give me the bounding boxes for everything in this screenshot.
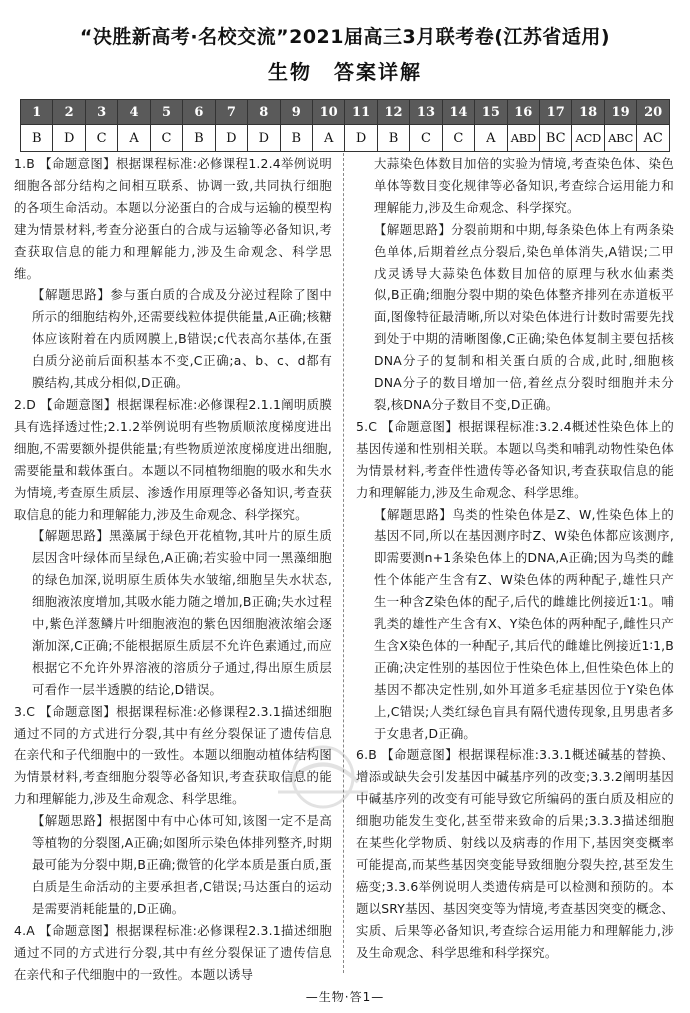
answer-table-number-row (21, 100, 670, 125)
subject-label: 生物 (268, 60, 312, 84)
answer-cell: A (475, 125, 507, 152)
question-intent-paragraph: 3.C 【命题意图】根据课程标准:必修课程2.3.1描述细胞通过不同的方式进行分裂,其中有丝分裂保证了遗传信息在亲代和子代细胞中的一致性。本题以细胞动植体结构图为情景材料,考查细胞分裂等必备知识,考查获取信息的能力和理解能力,涉及生命观念、科学思维。 (14, 703, 332, 807)
question-number-cell: 15 (475, 100, 507, 125)
question-number-cell: 12 (377, 100, 409, 125)
right-column (356, 153, 674, 964)
question-number-cell: 17 (540, 100, 572, 125)
answer-cell: ABD (507, 125, 539, 152)
answer-cell: B (377, 125, 409, 152)
solution-paragraph: 【解题思路】参与蛋白质的合成及分泌过程除了图中所示的细胞结构外,还需要线粒体提供能量,A正确;核糖体应该附着在内质网膜上,B错误;c代表高尔基体,在蛋白质分泌前后面积基本不变,C正确;a、b、c、d都有膜结构,其成分相似,D正确。 (32, 287, 332, 391)
question-number-cell: 10 (312, 100, 344, 125)
solution-paragraph: 【解题思路】黑藻属于绿色开花植物,其叶片的原生质层因含叶绿体而呈绿色,A正确;若实验中同一黑藻细胞的绿色加深,说明原生质体失水皱缩,细胞呈失水状态,细胞液浓度增加,其吸水能力随之增加,B正确;失水过程中,紫色洋葱鳞片叶细胞液泡的紫色因细胞液浓缩会逐渐加深,C正确;不能根据原生质层不允许色素通过,而应根据它不允许外界溶液的溶质分子通过,得出原生质层可看作一层半透膜的结论,D错误。 (32, 528, 332, 697)
question-number-cell: 7 (215, 100, 247, 125)
question-intent-paragraph: 4.A 【命题意图】根据课程标准:必修课程2.3.1描述细胞通过不同的方式进行分裂,其中有丝分裂保证了遗传信息在亲代和子代细胞中的一致性。本题以诱导 (14, 922, 332, 982)
question-number-cell: 8 (248, 100, 280, 125)
question-number-cell: 11 (345, 100, 377, 125)
page-title: “决胜新高考·名校交流”2021届高三3月联考卷(江苏省适用) (79, 26, 611, 48)
answer-cell: B (183, 125, 215, 152)
answer-cell: D (53, 125, 85, 152)
answer-cell: A (118, 125, 150, 152)
question-intent-paragraph: 1.B 【命题意图】根据课程标准:必修课程1.2.4举例说明细胞各部分结构之间相互联系、协调一致,共同执行细胞的各项生命活动。本题以分泌蛋白的合成与运输的模型构建为情景材料,考查分泌蛋白的合成与运输等必备知识,考查获取信息的能力和理解能力,涉及生命观念、科学思维。 (14, 156, 332, 281)
solution-paragraph: 【解题思路】根据图中有中心体可知,该图一定不是高等植物的分裂图,A正确;如图所示染色体排列整齐,时期最可能为分裂中期,B正确;微管的化学本质是蛋白质,蛋白质是生命活动的主要承担者,C错误;马达蛋白的运动是需要消耗能量的,D正确。 (32, 813, 332, 916)
question-number-cell: 3 (85, 100, 117, 125)
question-number-cell: 1 (21, 100, 53, 125)
question-intent-paragraph: 6.B 【命题意图】根据课程标准:3.3.1概述碱基的替换、增添或缺失会引发基因中碱基序列的改变;3.3.2阐明基因中碱基序列的改变有可能导致它所编码的蛋白质及相应的细胞功能发生变化,甚至带来致命的后果;3.3.3描述细胞在某些化学物质、射线以及病毒的作用下,基因突变概率可能提高,而某些基因突变能导致细胞分裂失控,甚至发生癌变;3.3.6举例说明人类遗传病是可以检测和预防的。本题以SRY基因、基因突变等为情境,考查基因突变的概念、实质、后果等必备知识,考查综合运用能力和理解能力,涉及生命观念、科学思维和科学探究。 (356, 747, 674, 960)
column-divider (343, 153, 344, 973)
answer-cell: D (215, 125, 247, 152)
answer-cell: B (21, 125, 53, 152)
answer-cell: ACD (572, 125, 604, 152)
question-number-cell: 4 (118, 100, 150, 125)
question-intent-paragraph: 5.C 【命题意图】根据课程标准:3.2.4概述性染色体上的基因传递和性别相关联。本题以鸟类和哺乳动物性染色体为情景材料,考查伴性遗传等必备知识,考查获取信息的能力和理解能力,涉及生命观念、科学思维。 (356, 418, 674, 500)
answer-cell: A (312, 125, 344, 152)
answer-cell: D (248, 125, 280, 152)
subtitle-rest: 答案详解 (334, 60, 422, 84)
answer-cell: AC (637, 125, 670, 152)
question-number-cell: 2 (53, 100, 85, 125)
answer-cell: C (410, 125, 442, 152)
question-number-cell: 19 (604, 100, 636, 125)
question-number-cell: 13 (410, 100, 442, 125)
solution-paragraph: 【解题思路】分裂前期和中期,每条染色体上有两条染色单体,后期着丝点分裂后,染色单体消失,A错误;二甲戊灵诱导大蒜染色体数目加倍的原理与秋水仙素类似,B正确;细胞分裂中期的染色体整齐排列在赤道板平面,图像特征最清晰,所以对染色体进行计数时需要先找到处于中期的清晰图像,C正确;染色体复制主要包括核DNA分子的复制和相关蛋白质的合成,此时,细胞核DNA分子的数目增加一倍,着丝点分裂时细胞并未分裂,核DNA分子数目不变,D正确。 (374, 221, 674, 412)
question-number-cell: 5 (150, 100, 182, 125)
answer-cell: ABC (604, 125, 636, 152)
answer-cell: D (345, 125, 377, 152)
question-number-cell: 14 (442, 100, 474, 125)
question-intent-paragraph: 2.D 【命题意图】根据课程标准:必修课程2.1.1阐明质膜具有选择透过性;2.1.2举例说明有些物质顺浓度梯度进出细胞,不需要额外提供能量;有些物质逆浓度梯度进出细胞,需要能量和载体蛋白。本题以不同植物细胞的吸水和失水为情境,考查原生质层、渗透作用原理等必备知识,考查获取信息的能力和理解能力,涉及生命观念、科学探究。 (14, 396, 332, 522)
question-number-cell: 18 (572, 100, 604, 125)
left-column (14, 153, 332, 985)
page-footer: —生物·答1— (305, 990, 385, 1004)
answer-cell: C (150, 125, 182, 152)
answer-table (20, 99, 670, 152)
page-subtitle (0, 56, 690, 85)
answer-cell: BC (540, 125, 572, 152)
answer-cell: B (280, 125, 312, 152)
answer-cell: C (442, 125, 474, 152)
question-number-cell: 6 (183, 100, 215, 125)
answer-cell: C (85, 125, 117, 152)
solution-paragraph: 【解题思路】鸟类的性染色体是Z、W,性染色体上的基因不同,所以在基因测序时Z、W染色体都应该测序,即需要测n+1条染色体上的DNA,A正确;因为鸟类的雌性个体能产生含有Z、W染色体的两种配子,雄性只产生一种含Z染色体的配子,后代的雌雄比例接近1∶1。哺乳类的雄性产生含有X、Y染色体的两种配子,雌性只产生含X染色体的一种配子,其后代的雌雄比例接近1∶1,B正确;决定性别的基因位于性染色体上,但性染色体上的基因不都决定性别,如外耳道多毛症基因位于Y染色体上,C错误;人类红绿色盲具有隔代遗传现象,且男患者多于女患者,D正确。 (374, 506, 674, 741)
question-number-cell: 9 (280, 100, 312, 125)
answer-table-answer-row (21, 125, 670, 152)
question-number-cell: 16 (507, 100, 539, 125)
continued-paragraph: 大蒜染色体数目加倍的实验为情境,考查染色体、染色单体等数目变化规律等必备知识,考查综合运用能力和理解能力,涉及生命观念、科学探究。 (374, 156, 674, 215)
question-number-cell: 20 (637, 100, 670, 125)
